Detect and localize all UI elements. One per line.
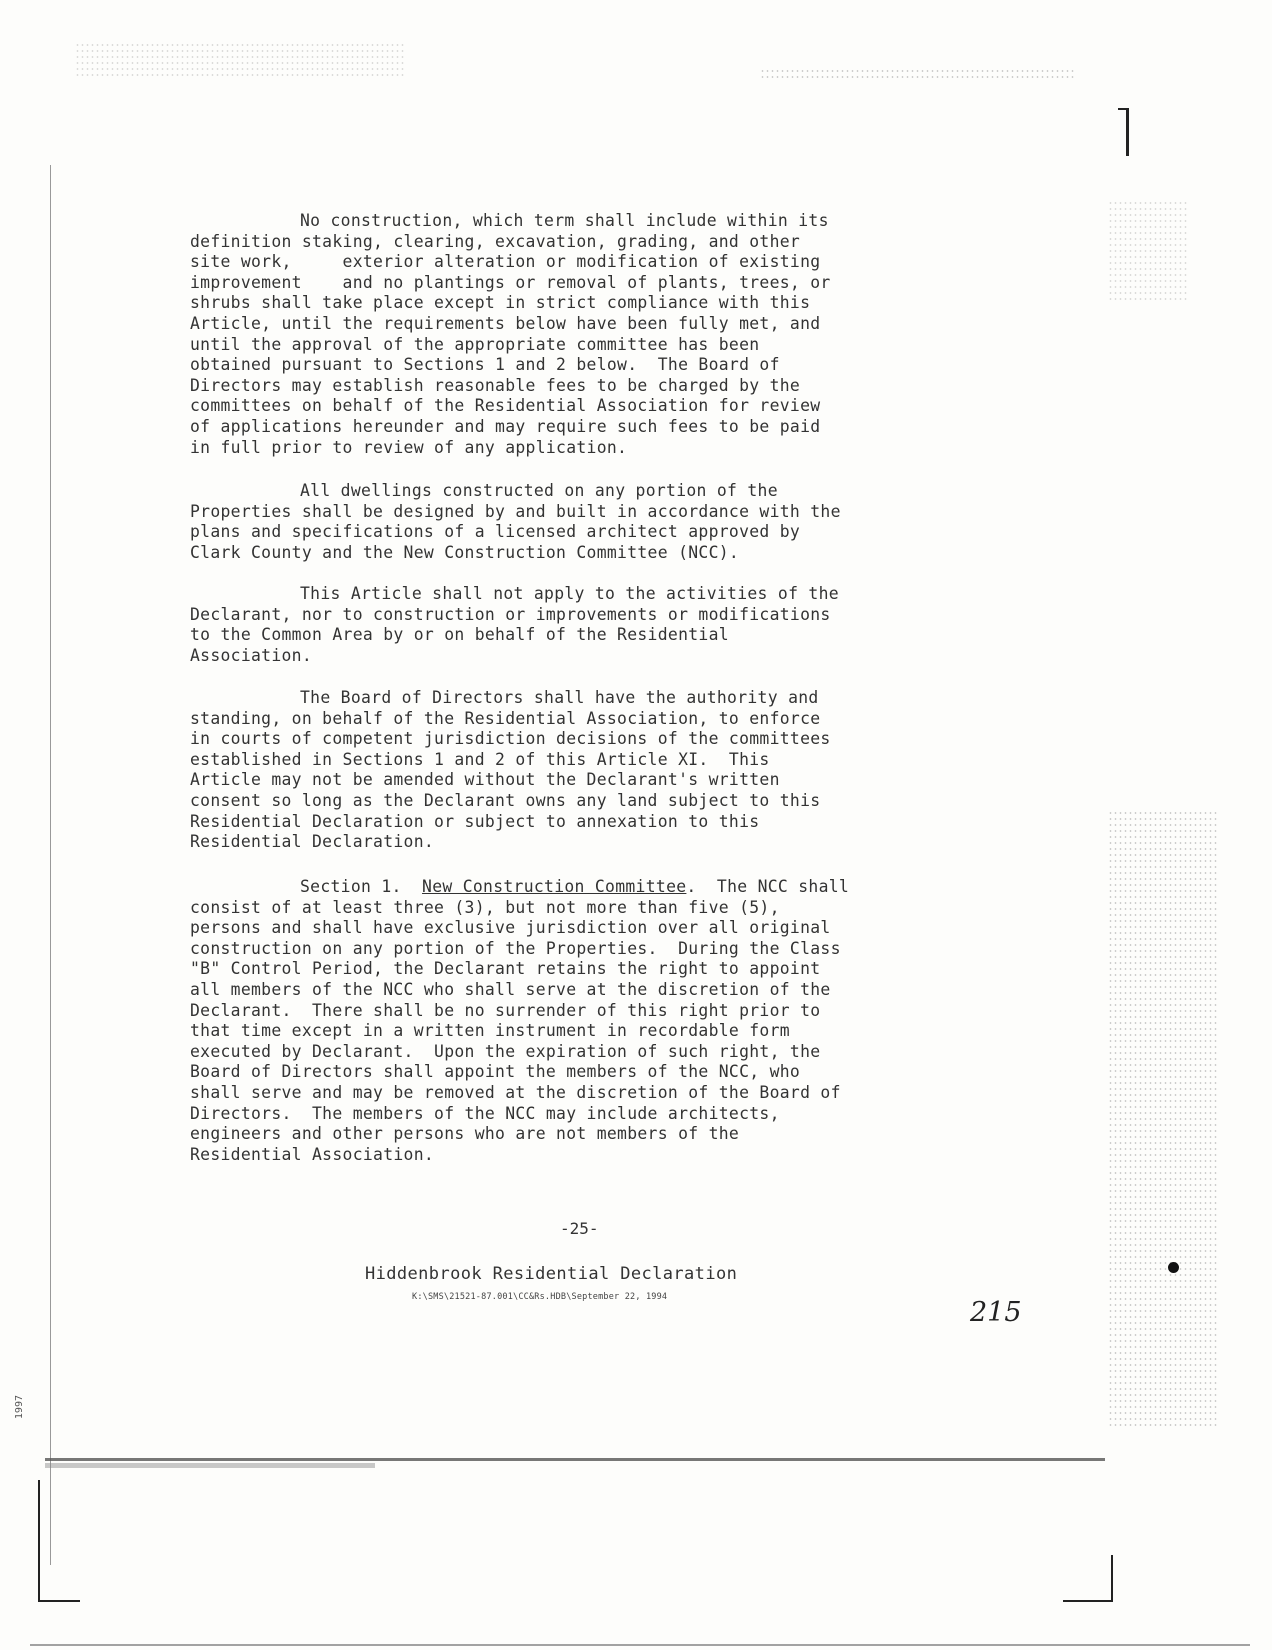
bottom-scan-edge	[30, 1644, 1250, 1646]
section-1-body: . The NCC shall consist of at least three (3), but not more than five (5), persons and shall have exclusive jurisdiction over all original construction on any portion of the Properties. During the Class "B" Control Period, the Declarant retains the right to appoint all members of the NCC who shall serve at the discretion of the Declarant. There shall be no surrender of this right prior to that time except in a written instrument in recordable form executed by Declarant. Upon the expiration of such right, the Board of Directors shall appoint the members of the NCC, who shall serve and may be removed at the discretion of the Board of Directors. The members of the NCC may include architects, engineers and other persons who are not members of the Residential Association.	[190, 877, 850, 1164]
top-right-bracket-cap	[1118, 108, 1128, 110]
footer-title: Hiddenbrook Residential Declaration	[365, 1264, 738, 1284]
scan-noise-top-left	[75, 42, 405, 77]
left-margin-line	[50, 165, 51, 1565]
bottom-right-corner-vertical	[1111, 1555, 1113, 1600]
top-right-bracket	[1126, 108, 1129, 156]
bottom-left-corner-horizontal	[38, 1600, 80, 1602]
paragraph-dwellings: All dwellings constructed on any portion of the Properties shall be designed by and built in accordance with the plans and specifications of a licensed architect approved by Clark County and the New Construction Committee (NCC).	[190, 481, 841, 562]
footer-file-path: K:\SMS\21521-87.001\CC&Rs.HDB\September 22, 1994	[412, 1292, 668, 1302]
page-number: -25-	[560, 1219, 599, 1238]
section-1-heading: New Construction Committee	[422, 877, 687, 896]
scan-noise-top-right	[760, 68, 1075, 80]
bottom-right-corner-horizontal	[1063, 1600, 1113, 1602]
paragraph-section-1	[190, 877, 1010, 1165]
paragraph-article-exemption: This Article shall not apply to the activities of the Declarant, nor to construction or improvements or modifications to the Common Area by or on behalf of the Residential Association.	[190, 584, 839, 665]
scan-fold-line	[45, 1458, 1105, 1461]
scan-noise-right-margin-lower	[1108, 810, 1218, 1430]
paragraph-board-authority: The Board of Directors shall have the authority and standing, on behalf of the Residential Association, to enforce in courts of competent jurisdiction decisions of the committees established in Sections 1 and 2 of this Article XI. This Article may not be amended without the Declarant's written consent so long as the Declarant owns any land subject to this Residential Declaration or subject to annexation to this Residential Declaration.	[190, 688, 831, 852]
scan-dot	[1168, 1262, 1179, 1273]
section-1-prefix: Section 1.	[300, 877, 423, 896]
paragraph-construction-approval: No construction, which term shall include within its definition staking, clearing, excavation, grading, and other site work, exterior alteration or modification of existing improvement and no plantings or removal of plants, trees, or shrubs shall take place except in strict compliance with this Article, until the requirements below have been fully met, and until the approval of the appropriate committee has been obtained pursuant to Sections 1 and 2 below. The Board of Directors may establish reasonable fees to be charged by the committees on behalf of the Residential Association for review of applications hereunder and may require such fees to be paid in full prior to review of any application.	[190, 211, 831, 457]
scan-fold-line-shadow	[45, 1463, 375, 1468]
bottom-left-corner-vertical	[38, 1480, 40, 1600]
margin-stamp: 1997	[14, 1395, 25, 1420]
scan-noise-right-margin	[1108, 200, 1188, 300]
handwritten-page-stamp: 215	[970, 1297, 1022, 1328]
